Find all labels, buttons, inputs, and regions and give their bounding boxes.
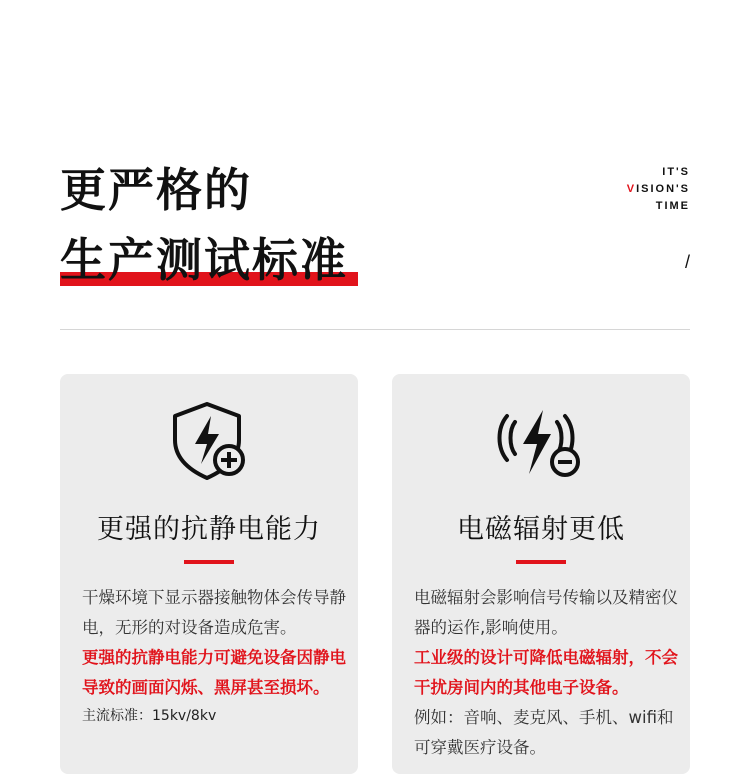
card-body-text: 电磁辐射会影响信号传输以及精密仪器的运作,影响使用。 <box>414 588 678 637</box>
card-body-highlight: 更强的抗静电能力可避免设备因静电导致的画面闪烁、黑屏甚至损坏。 <box>82 648 346 697</box>
brand-accent-letter: V <box>626 183 637 195</box>
card-body-highlight: 工业级的设计可降低电磁辐射，不会干扰房间内的其他电子设备。 <box>414 648 678 697</box>
heading-line-2 <box>60 232 348 288</box>
brand-line-3: TIME <box>655 200 690 212</box>
brand-tagline <box>627 164 690 215</box>
section-divider <box>60 329 690 330</box>
slash-mark: / <box>684 252 690 272</box>
brand-line-2-rest: ISION'S <box>636 183 690 195</box>
card-accent-bar <box>516 560 566 564</box>
brand-line-2 <box>627 181 690 198</box>
shield-lightning-plus-icon <box>60 398 358 482</box>
feature-card-emi <box>392 374 690 774</box>
brand-line-1: IT'S <box>662 166 690 178</box>
feature-card-antistatic <box>60 374 358 774</box>
heading-line-1: 更严格的 <box>60 163 252 217</box>
lightning-waves-minus-icon <box>392 398 690 482</box>
card-title: 电磁辐射更低 <box>457 514 625 545</box>
card-body <box>82 583 346 729</box>
card-body <box>414 583 678 763</box>
card-accent-bar <box>184 560 234 564</box>
card-title: 更强的抗静电能力 <box>97 514 321 545</box>
card-footnote: 例如：音响、麦克风、手机、wifi和可穿戴医疗设备。 <box>414 708 674 757</box>
heading-line-2-text: 生产测试标准 <box>60 233 348 287</box>
card-footnote: 主流标准：15kv/8kv <box>82 708 217 724</box>
card-body-text: 干燥环境下显示器接触物体会传导静电，无形的对设备造成危害。 <box>82 588 346 637</box>
